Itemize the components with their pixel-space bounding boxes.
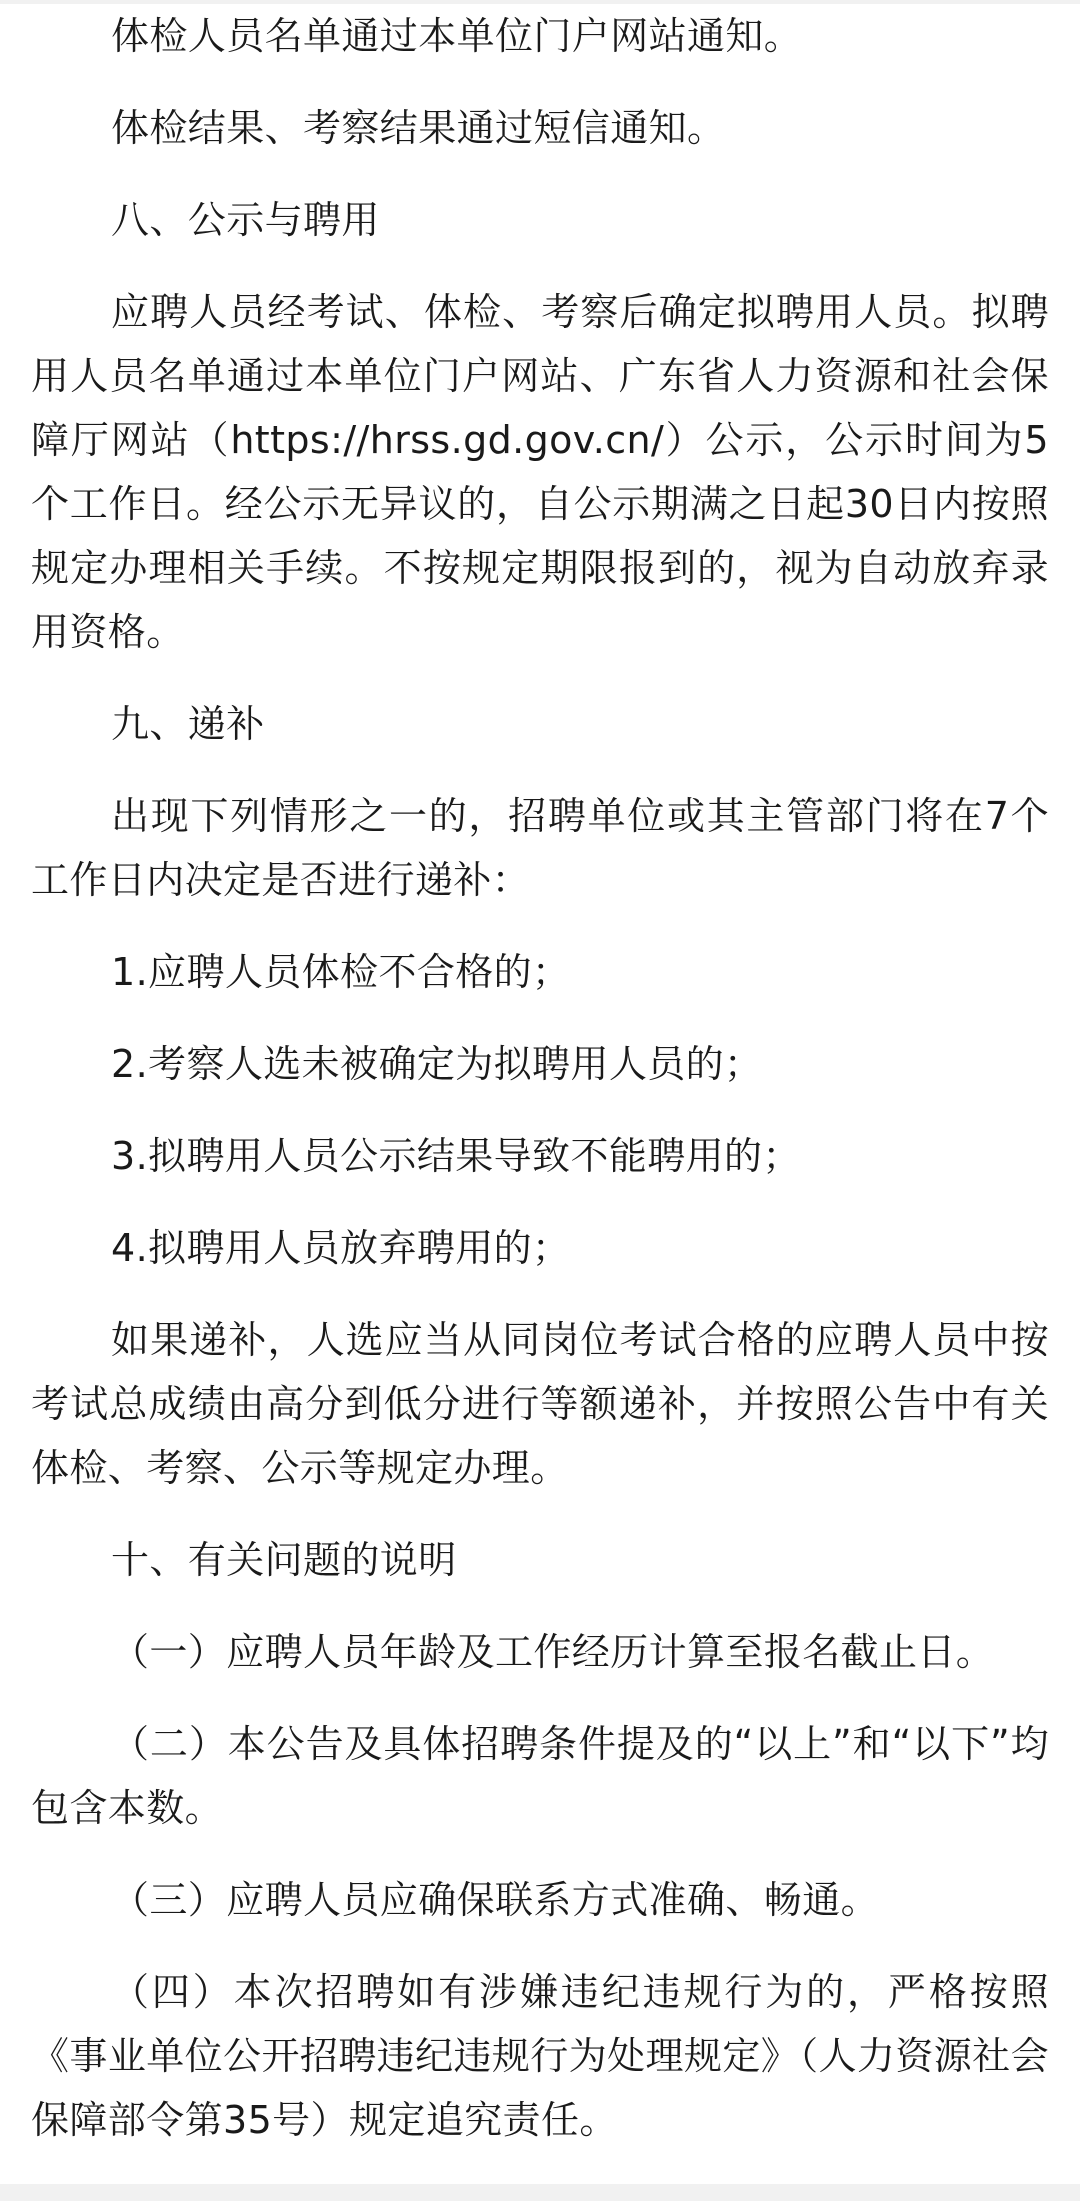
note-item: （一）应聘人员年龄及工作经历计算至报名截止日。 xyxy=(111,1630,995,1674)
paragraph-notice-results: 体检结果、考察结果通过短信通知。 xyxy=(111,106,726,150)
section-heading-notes: 十、有关问题的说明 xyxy=(111,1538,457,1582)
list-item: 3.拟聘用人员公示结果导致不能聘用的； xyxy=(111,1134,801,1178)
note-item: （四）本次招聘如有涉嫌违纪违规行为的，严格按照《事业单位公开招聘违纪违规行为处理规定》（人力资源社会保障部令第35号）规定追究责任。 xyxy=(31,1970,1049,2142)
list-item: 1.应聘人员体检不合格的； xyxy=(111,950,571,994)
paragraph-publicity: 应聘人员经考试、体检、考察后确定拟聘用人员。拟聘用人员名单通过本单位门户网站、广东省人力资源和社会保障厅网站（https://hrss.gd.gov.cn/）公示，公示时间为5个工作日。经公示无异议的，自公示期满之日起30日内按照规定办理相关手续。不按规定期限报到的，视为自动放弃录用资格。 xyxy=(31,290,1049,654)
paragraph-substitution-intro: 出现下列情形之一的，招聘单位或其主管部门将在7个工作日内决定是否进行递补： xyxy=(31,794,1049,902)
note-item: （三）应聘人员应确保联系方式准确、畅通。 xyxy=(111,1878,880,1922)
list-item: 4.拟聘用人员放弃聘用的； xyxy=(111,1226,571,1270)
paragraph-substitution-rule: 如果递补，人选应当从同岗位考试合格的应聘人员中按考试总成绩由高分到低分进行等额递补，并按照公告中有关体检、考察、公示等规定办理。 xyxy=(31,1318,1049,1490)
note-item: （二）本公告及具体招聘条件提及的“以上”和“以下”均包含本数。 xyxy=(31,1722,1049,1830)
article-body xyxy=(0,4,1080,2184)
list-item: 2.考察人选未被确定为拟聘用人员的； xyxy=(111,1042,763,1086)
section-heading-substitution: 九、递补 xyxy=(111,702,265,746)
section-heading-publicity: 八、公示与聘用 xyxy=(111,198,380,242)
paragraph-notice-list: 体检人员名单通过本单位门户网站通知。 xyxy=(111,14,803,58)
